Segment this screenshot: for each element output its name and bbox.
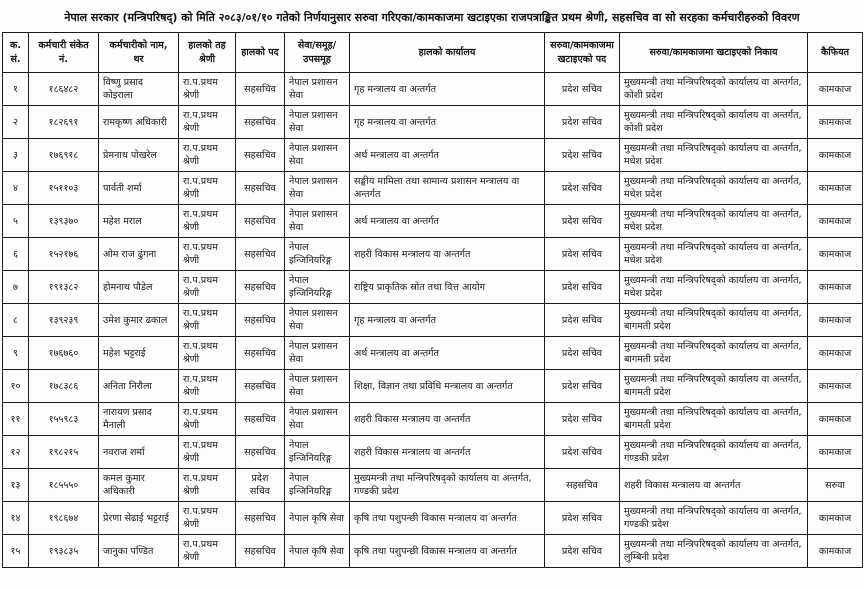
cell: ६ bbox=[3, 238, 29, 271]
cell: १५११०३ bbox=[29, 172, 99, 205]
table-row bbox=[3, 271, 863, 304]
cell: ५ bbox=[3, 205, 29, 238]
cell: मुख्यमन्त्री तथा मन्त्रिपरिषद्को कार्यालय वा अन्तर्गत, मधेश प्रदेश bbox=[620, 139, 808, 172]
cell: रा.प.प्रथम श्रेणी bbox=[179, 271, 236, 304]
cell: शहरी विकास मन्त्रालय वा अन्तर्गत bbox=[350, 403, 545, 436]
cell: सहसचिव bbox=[236, 139, 285, 172]
cell: मुख्यमन्त्री तथा मन्त्रिपरिषद्को कार्यालय वा अन्तर्गत, मधेश प्रदेश bbox=[620, 238, 808, 271]
cell: नेपाल प्रशासन सेवा bbox=[285, 73, 350, 106]
table-row bbox=[3, 106, 863, 139]
table-row bbox=[3, 139, 863, 172]
cell: गृह मन्त्रालय वा अन्तर्गत bbox=[350, 73, 545, 106]
table-row bbox=[3, 205, 863, 238]
cell: ७ bbox=[3, 271, 29, 304]
table-header bbox=[3, 33, 863, 73]
cell: सरुवा bbox=[808, 469, 863, 502]
cell: रामकृष्ण अधिकारी bbox=[99, 106, 179, 139]
cell: सहसचिव bbox=[236, 436, 285, 469]
cell: मुख्यमन्त्री तथा मन्त्रिपरिषद्को कार्यालय वा अन्तर्गत, लुम्बिनी प्रदेश bbox=[620, 535, 808, 568]
cell: गृह मन्त्रालय वा अन्तर्गत bbox=[350, 304, 545, 337]
cell: नेपाल प्रशासन सेवा bbox=[285, 337, 350, 370]
cell: सहसचिव bbox=[236, 73, 285, 106]
cell: १३९२३९ bbox=[29, 304, 99, 337]
cell: नेपाल प्रशासन सेवा bbox=[285, 304, 350, 337]
cell: कामकाज bbox=[808, 238, 863, 271]
cell: विष्णु प्रसाद कोइराला bbox=[99, 73, 179, 106]
cell: ३ bbox=[3, 139, 29, 172]
cell: १५ bbox=[3, 535, 29, 568]
cell: अर्थ मन्त्रालय वा अन्तर्गत bbox=[350, 205, 545, 238]
cell: प्रदेश सचिव bbox=[545, 502, 620, 535]
cell: १७६७६० bbox=[29, 337, 99, 370]
cell: ११ bbox=[3, 403, 29, 436]
cell: १९८६७४ bbox=[29, 502, 99, 535]
cell: १८२६९१ bbox=[29, 106, 99, 139]
cell: कामकाज bbox=[808, 139, 863, 172]
cell: प्रदेश सचिव bbox=[545, 205, 620, 238]
cell: मुख्यमन्त्री तथा मन्त्रिपरिषद्को कार्यालय वा अन्तर्गत, गण्डकी प्रदेश bbox=[620, 436, 808, 469]
cell: १२ bbox=[3, 436, 29, 469]
cell: रा.प.प्रथम श्रेणी bbox=[179, 106, 236, 139]
column-header: कर्मचारी संकेत नं. bbox=[29, 33, 99, 73]
cell: नेपाल इन्जिनियरिङ्ग bbox=[285, 469, 350, 502]
table-row bbox=[3, 238, 863, 271]
cell: रा.प.प्रथम श्रेणी bbox=[179, 205, 236, 238]
cell: नेपाल प्रशासन सेवा bbox=[285, 370, 350, 403]
cell: प्रदेश सचिव bbox=[545, 304, 620, 337]
cell: प्रदेश सचिव bbox=[545, 238, 620, 271]
cell: शहरी विकास मन्त्रालय वा अन्तर्गत bbox=[350, 436, 545, 469]
cell: कामकाज bbox=[808, 337, 863, 370]
cell: नारायण प्रसाद मैनाली bbox=[99, 403, 179, 436]
cell: रा.प.प्रथम श्रेणी bbox=[179, 469, 236, 502]
cell: कामकाज bbox=[808, 205, 863, 238]
cell: रा.प.प्रथम श्रेणी bbox=[179, 304, 236, 337]
cell: नेपाल कृषि सेवा bbox=[285, 535, 350, 568]
cell: १४ bbox=[3, 502, 29, 535]
cell: १९१३८२ bbox=[29, 271, 99, 304]
cell: नेपाल प्रशासन सेवा bbox=[285, 403, 350, 436]
table-row bbox=[3, 370, 863, 403]
cell: रा.प.प्रथम श्रेणी bbox=[179, 535, 236, 568]
cell: सहसचिव bbox=[236, 502, 285, 535]
cell: मुख्यमन्त्री तथा मन्त्रिपरिषद्को कार्यालय वा अन्तर्गत, कोशी प्रदेश bbox=[620, 73, 808, 106]
cell: २ bbox=[3, 106, 29, 139]
cell: रा.प.प्रथम श्रेणी bbox=[179, 139, 236, 172]
cell: अर्थ मन्त्रालय वा अन्तर्गत bbox=[350, 139, 545, 172]
cell: होमनाथ पौडेल bbox=[99, 271, 179, 304]
table-row bbox=[3, 73, 863, 106]
cell: मुख्यमन्त्री तथा मन्त्रिपरिषद्को कार्यालय वा अन्तर्गत, मधेश प्रदेश bbox=[620, 271, 808, 304]
cell: १८५५५० bbox=[29, 469, 99, 502]
cell: सहसचिव bbox=[236, 205, 285, 238]
cell: कामकाज bbox=[808, 106, 863, 139]
document-title: नेपाल सरकार (मन्त्रिपरिषद्) को मिति २०८३/०१/१० गतेको निर्णयानुसार सरुवा गरिएका/कामकाजमा खटाइएका राजपत्राङ्कित प्रथम श्रेणी, सहसचिव वा सो सरहका कर्मचारीहरुको विवरण bbox=[64, 11, 800, 24]
cell: सहसचिव bbox=[236, 535, 285, 568]
table-row bbox=[3, 535, 863, 568]
column-header: हालको तह श्रेणी bbox=[179, 33, 236, 73]
cell: नेपाल प्रशासन सेवा bbox=[285, 139, 350, 172]
cell: नेपाल इन्जिनियरिङ्ग bbox=[285, 271, 350, 304]
cell: प्रदेश सचिव bbox=[545, 535, 620, 568]
cell: प्रदेश सचिव bbox=[545, 172, 620, 205]
cell: गृह मन्त्रालय वा अन्तर्गत bbox=[350, 106, 545, 139]
cell: प्रेरणा सेढाई भट्टराई bbox=[99, 502, 179, 535]
table-body bbox=[3, 73, 863, 568]
cell: कामकाज bbox=[808, 304, 863, 337]
cell: प्रदेश सचिव bbox=[545, 337, 620, 370]
cell: सहसचिव bbox=[545, 469, 620, 502]
cell: नेपाल प्रशासन सेवा bbox=[285, 106, 350, 139]
cell: मुख्यमन्त्री तथा मन्त्रिपरिषद्को कार्यालय वा अन्तर्गत, बागमती प्रदेश bbox=[620, 304, 808, 337]
cell: प्रदेश सचिव bbox=[545, 106, 620, 139]
cell: कामकाज bbox=[808, 403, 863, 436]
cell: १३९३७० bbox=[29, 205, 99, 238]
cell: नेपाल इन्जिनियरिङ्ग bbox=[285, 238, 350, 271]
table-row bbox=[3, 304, 863, 337]
cell: जानुका पण्डित bbox=[99, 535, 179, 568]
cell: सहसचिव bbox=[236, 172, 285, 205]
cell: १५२१७६ bbox=[29, 238, 99, 271]
cell: मुख्यमन्त्री तथा मन्त्रिपरिषद्को कार्यालय वा अन्तर्गत, गण्डकी प्रदेश bbox=[350, 469, 545, 502]
cell: १९८२१५ bbox=[29, 436, 99, 469]
cell: महेश भट्टराई bbox=[99, 337, 179, 370]
cell: प्रदेश सचिव bbox=[236, 469, 285, 502]
cell: कामकाज bbox=[808, 535, 863, 568]
cell: सहसचिव bbox=[236, 106, 285, 139]
cell: अर्थ मन्त्रालय वा अन्तर्गत bbox=[350, 337, 545, 370]
cell: १ bbox=[3, 73, 29, 106]
column-header: कर्मचारीको नाम, थर bbox=[99, 33, 179, 73]
cell: प्रदेश सचिव bbox=[545, 370, 620, 403]
column-header: सरुवा/कामकाजमा खटाइएको निकाय bbox=[620, 33, 808, 73]
column-header: कैफियत bbox=[808, 33, 863, 73]
column-header: क. सं. bbox=[3, 33, 29, 73]
cell: १७८३८६ bbox=[29, 370, 99, 403]
cell: सहसचिव bbox=[236, 337, 285, 370]
table-row bbox=[3, 502, 863, 535]
cell: रा.प.प्रथम श्रेणी bbox=[179, 502, 236, 535]
column-header: सरुवा/कामकाजमा खटाइएको पद bbox=[545, 33, 620, 73]
table-row bbox=[3, 403, 863, 436]
cell: प्रदेश सचिव bbox=[545, 436, 620, 469]
cell: नेपाल इन्जिनियरिङ्ग bbox=[285, 436, 350, 469]
cell: पार्वती शर्मा bbox=[99, 172, 179, 205]
cell: ८ bbox=[3, 304, 29, 337]
cell: रा.प.प्रथम श्रेणी bbox=[179, 337, 236, 370]
cell: मुख्यमन्त्री तथा मन्त्रिपरिषद्को कार्यालय वा अन्तर्गत, गण्डकी प्रदेश bbox=[620, 502, 808, 535]
cell: कामकाज bbox=[808, 436, 863, 469]
table-row bbox=[3, 172, 863, 205]
cell: मुख्यमन्त्री तथा मन्त्रिपरिषद्को कार्यालय वा अन्तर्गत, बागमती प्रदेश bbox=[620, 403, 808, 436]
cell: रा.प.प्रथम श्रेणी bbox=[179, 370, 236, 403]
cell: मुख्यमन्त्री तथा मन्त्रिपरिषद्को कार्यालय वा अन्तर्गत, बागमती प्रदेश bbox=[620, 337, 808, 370]
cell: कृषि तथा पशुपन्छी विकास मन्त्रालय वा अन्तर्गत bbox=[350, 502, 545, 535]
cell: मुख्यमन्त्री तथा मन्त्रिपरिषद्को कार्यालय वा अन्तर्गत, बागमती प्रदेश bbox=[620, 370, 808, 403]
cell: नेपाल प्रशासन सेवा bbox=[285, 205, 350, 238]
table-row bbox=[3, 337, 863, 370]
cell: १० bbox=[3, 370, 29, 403]
cell: कमल कुमार अधिकारी bbox=[99, 469, 179, 502]
cell: शहरी विकास मन्त्रालय वा अन्तर्गत bbox=[620, 469, 808, 502]
cell: अनिता निरौला bbox=[99, 370, 179, 403]
cell: प्रदेश सचिव bbox=[545, 73, 620, 106]
cell: प्रदेश सचिव bbox=[545, 139, 620, 172]
cell: सहसचिव bbox=[236, 370, 285, 403]
cell: १७६९१८ bbox=[29, 139, 99, 172]
cell: शिक्षा, विज्ञान तथा प्रविधि मन्त्रालय वा अन्तर्गत bbox=[350, 370, 545, 403]
cell: कामकाज bbox=[808, 73, 863, 106]
cell: सहसचिव bbox=[236, 403, 285, 436]
cell: रा.प.प्रथम श्रेणी bbox=[179, 238, 236, 271]
cell: कामकाज bbox=[808, 271, 863, 304]
cell: नेपाल प्रशासन सेवा bbox=[285, 172, 350, 205]
cell: मुख्यमन्त्री तथा मन्त्रिपरिषद्को कार्यालय वा अन्तर्गत, मधेश प्रदेश bbox=[620, 172, 808, 205]
column-header: सेवा/समूह/ उपसमूह bbox=[285, 33, 350, 73]
cell: ओम राज ढुंगना bbox=[99, 238, 179, 271]
table-row bbox=[3, 469, 863, 502]
cell: प्रदेश सचिव bbox=[545, 271, 620, 304]
cell: ९ bbox=[3, 337, 29, 370]
header-row bbox=[3, 33, 863, 73]
employee-roster-table bbox=[2, 32, 863, 568]
column-header: हालको पद bbox=[236, 33, 285, 73]
cell: १८६४८२ bbox=[29, 73, 99, 106]
cell: महेश मराल bbox=[99, 205, 179, 238]
cell: नवराज शर्मा bbox=[99, 436, 179, 469]
cell: १३ bbox=[3, 469, 29, 502]
cell: सहसचिव bbox=[236, 271, 285, 304]
cell: सहसचिव bbox=[236, 238, 285, 271]
cell: शहरी विकास मन्त्रालय वा अन्तर्गत bbox=[350, 238, 545, 271]
cell: सङ्घीय मामिला तथा सामान्य प्रशासन मन्त्रालय वा अन्तर्गत bbox=[350, 172, 545, 205]
cell: १९३८३५ bbox=[29, 535, 99, 568]
cell: कामकाज bbox=[808, 172, 863, 205]
cell: कामकाज bbox=[808, 370, 863, 403]
cell: कृषि तथा पशुपन्छी विकास मन्त्रालय वा अन्तर्गत bbox=[350, 535, 545, 568]
cell: रा.प.प्रथम श्रेणी bbox=[179, 73, 236, 106]
cell: रा.प.प्रथम श्रेणी bbox=[179, 403, 236, 436]
cell: प्रदेश सचिव bbox=[545, 403, 620, 436]
cell: रा.प.प्रथम श्रेणी bbox=[179, 172, 236, 205]
cell: मुख्यमन्त्री तथा मन्त्रिपरिषद्को कार्यालय वा अन्तर्गत, कोशी प्रदेश bbox=[620, 106, 808, 139]
cell: १५५९८३ bbox=[29, 403, 99, 436]
column-header: हालको कार्यालय bbox=[350, 33, 545, 73]
cell: सहसचिव bbox=[236, 304, 285, 337]
cell: राष्ट्रिय प्राकृतिक स्रोत तथा वित्त आयोग bbox=[350, 271, 545, 304]
cell: प्रेमनाथ पोखरेल bbox=[99, 139, 179, 172]
table-row bbox=[3, 436, 863, 469]
cell: रा.प.प्रथम श्रेणी bbox=[179, 436, 236, 469]
cell: उमेश कुमार ढकाल bbox=[99, 304, 179, 337]
cell: नेपाल कृषि सेवा bbox=[285, 502, 350, 535]
cell: कामकाज bbox=[808, 502, 863, 535]
cell: मुख्यमन्त्री तथा मन्त्रिपरिषद्को कार्यालय वा अन्तर्गत, मधेश प्रदेश bbox=[620, 205, 808, 238]
cell: ४ bbox=[3, 172, 29, 205]
